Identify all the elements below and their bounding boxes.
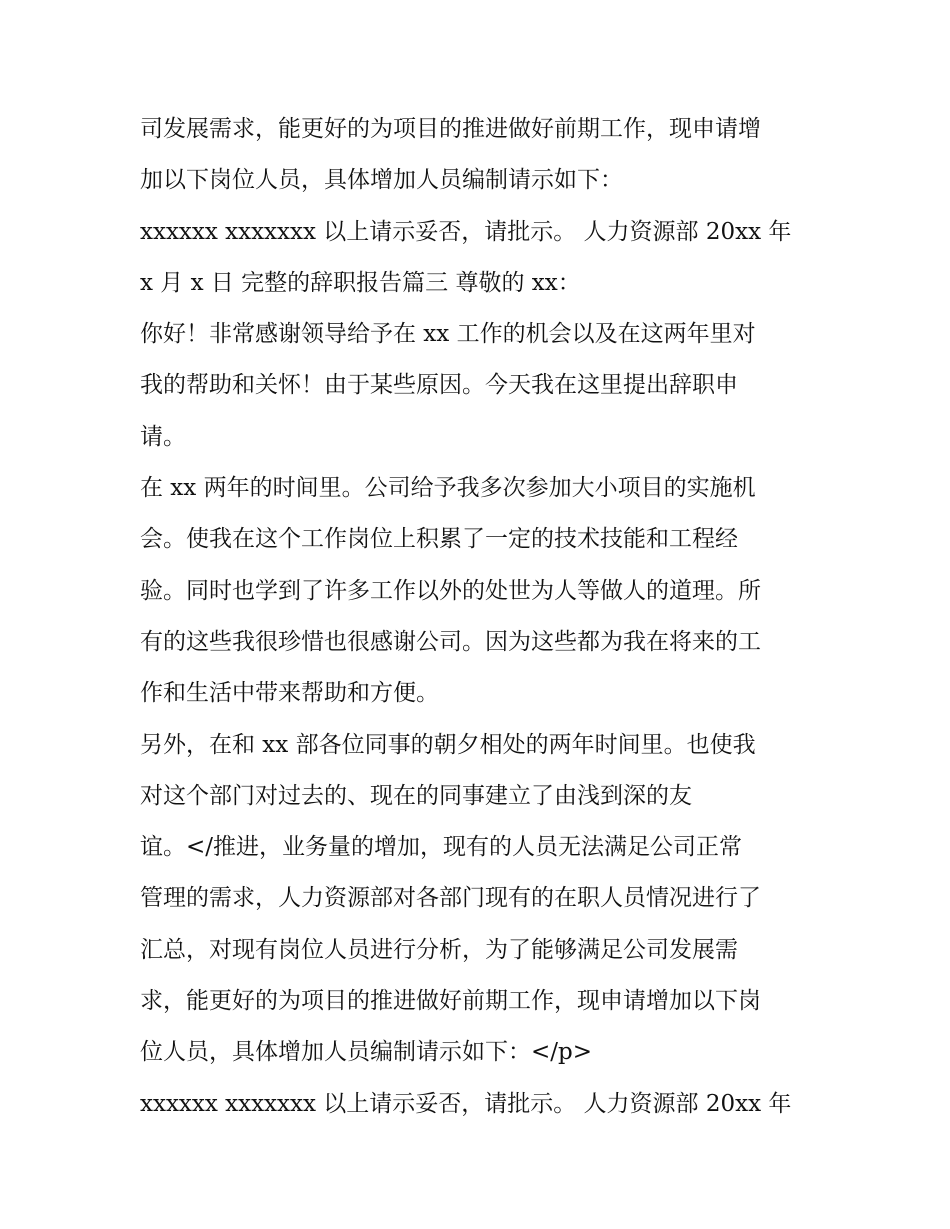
text-line: 有的这些我很珍惜也很感谢公司。因为这些都为我在将来的工 xyxy=(140,628,761,655)
text-line: xxxxxx xxxxxxx 以上请示妥否，请批示。 人力资源部 20xx 年 xyxy=(140,1090,792,1117)
text-line: x 月 x 日 完整的辞职报告篇三 尊敬的 xx： xyxy=(140,269,581,296)
text-line: 加以下岗位人员，具体增加人员编制请示如下： xyxy=(140,167,623,194)
text-line: 验。同时也学到了许多工作以外的处世为人等做人的道理。所 xyxy=(140,577,761,604)
text-line: 汇总，对现有岗位人员进行分析，为了能够满足公司发展需 xyxy=(140,936,738,963)
text-line: 另外，在和 xx 部各位同事的朝夕相处的两年时间里。也使我 xyxy=(140,731,756,758)
text-line: 谊。</推进，业务量的增加，现有的人员无法满足公司正常 xyxy=(140,834,743,861)
text-line: 我的帮助和关怀！由于某些原因。今天我在这里提出辞职申 xyxy=(140,372,738,399)
text-line: 位人员，具体增加人员编制请示如下：</p> xyxy=(140,1039,593,1066)
text-line: 对这个部门对过去的、现在的同事建立了由浅到深的友 xyxy=(140,782,692,809)
text-line: 作和生活中带来帮助和方便。 xyxy=(140,680,439,707)
text-line: 你好！非常感谢领导给予在 xx 工作的机会以及在这两年里对 xyxy=(140,321,756,348)
text-line: 求，能更好的为项目的推进做好前期工作，现申请增加以下岗 xyxy=(140,988,761,1015)
text-line: 司发展需求，能更好的为项目的推进做好前期工作，现申请增 xyxy=(140,116,761,142)
text-line: xxxxxx xxxxxxx 以上请示妥否，请批示。 人力资源部 20xx 年 xyxy=(140,218,792,245)
text-line: 请。 xyxy=(140,423,186,450)
text-line: 管理的需求，人力资源部对各部门现有的在职人员情况进行了 xyxy=(140,885,761,912)
document-body xyxy=(140,104,840,1130)
text-line: 在 xx 两年的时间里。公司给予我多次参加大小项目的实施机 xyxy=(140,475,756,502)
text-line: 会。使我在这个工作岗位上积累了一定的技术技能和工程经 xyxy=(140,526,738,553)
